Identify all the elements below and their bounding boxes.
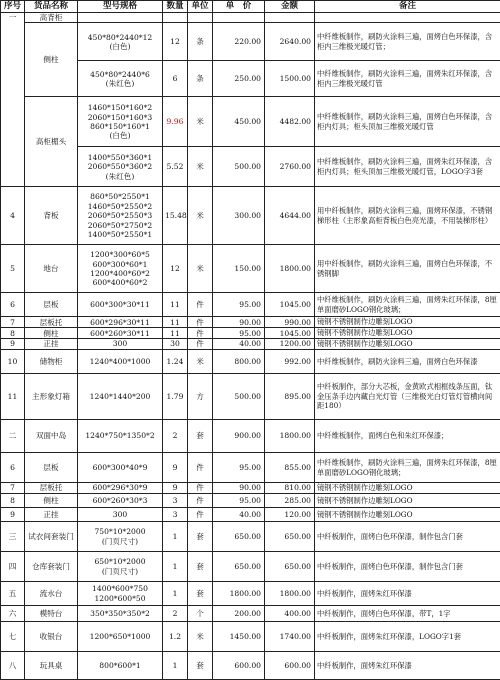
row-amount: 990.00 xyxy=(265,317,315,328)
row-spec: 650*10*2000 (门页尺寸) xyxy=(78,552,163,582)
row-unit: 米 xyxy=(188,622,213,652)
table-row xyxy=(1,245,500,293)
row-name: 地台 xyxy=(25,245,78,293)
row-price: 250.00 xyxy=(213,61,265,97)
row-price: 200.00 xyxy=(213,606,265,622)
row-note: 中纤维板制作，刷防火涂料三遍，面烤白色环保漆，含柜内三维极光暖灯管； xyxy=(315,23,500,61)
row-name: 侧柱 xyxy=(25,494,78,508)
row-spec: 1240*1440*200 xyxy=(78,374,163,420)
row-unit: 套 xyxy=(188,522,213,552)
row-amount: 1045.00 xyxy=(265,328,315,339)
row-name: 高背柜 xyxy=(25,13,78,23)
row-price: 95.00 xyxy=(213,293,265,317)
row-note: 中纤板制作，面烤朱红环保漆 xyxy=(315,652,500,680)
row-amount: 1740.00 xyxy=(265,622,315,652)
row-note: 镜钢不锈钢制作边雕刻LOGO xyxy=(315,339,500,350)
row-note: 中纤维板制作，刷防火涂料三遍，面烤白色环保漆 xyxy=(315,350,500,374)
row-price: 650.00 xyxy=(213,552,265,582)
row-qty: 11 xyxy=(163,328,188,339)
header-amount: 金额 xyxy=(265,1,315,13)
row-amount: 992.00 xyxy=(265,350,315,374)
row-unit: 件 xyxy=(188,328,213,339)
row-unit: 条 xyxy=(188,61,213,97)
row-spec: 1200*650*1000 xyxy=(78,622,163,652)
row-note: 镜钢不锈钢制作边雕刻LOGO xyxy=(315,508,500,522)
row-price: 650.00 xyxy=(213,522,265,552)
row-amount: 1200.00 xyxy=(265,339,315,350)
row-name: 层板 xyxy=(25,293,78,317)
row-spec: 1400*600*750 1200*600*50 xyxy=(78,582,163,606)
header-row xyxy=(1,1,500,13)
row-price: 90.00 xyxy=(213,317,265,328)
row-amount: 2760.00 xyxy=(265,147,315,187)
row-amount: 2640.00 xyxy=(265,23,315,61)
row-spec: 1460*150*160*2 2060*150*160*3 860*150*160*1 (白色) xyxy=(78,97,163,147)
row-qty: 11 xyxy=(163,317,188,328)
row-qty: 3 xyxy=(163,494,188,508)
table-row xyxy=(1,582,500,606)
row-note: 中纤维板制作，面烤白色和朱红环保漆； xyxy=(315,420,500,453)
row-seq: 7 xyxy=(1,483,25,494)
row-qty: 9.96 xyxy=(163,97,188,147)
row-spec: 300 xyxy=(78,339,163,350)
row-qty: 3 xyxy=(163,508,188,522)
row-seq: 四 xyxy=(1,552,25,582)
row-amount: 600.00 xyxy=(265,652,315,680)
table-row xyxy=(1,339,500,350)
table-row xyxy=(1,350,500,374)
row-spec: 300 xyxy=(78,508,163,522)
row-amount: 895.00 xyxy=(265,374,315,420)
row-amount: 650.00 xyxy=(265,522,315,552)
row-note: 中纤板制作，面烤白色环保漆，带T，1字 xyxy=(315,606,500,622)
row-price: 1450.00 xyxy=(213,622,265,652)
row-unit: 件 xyxy=(188,494,213,508)
row-qty: 1 xyxy=(163,522,188,552)
row-price: 300.00 xyxy=(213,187,265,245)
row-price: 90.00 xyxy=(213,483,265,494)
row-seq: 八 xyxy=(1,652,25,680)
row-amount: 120.00 xyxy=(265,508,315,522)
row-name: 侧柱 xyxy=(25,328,78,339)
row-qty: 1.2 xyxy=(163,622,188,652)
row-price: 1800.00 xyxy=(213,582,265,606)
row-price: 40.00 xyxy=(213,339,265,350)
row-unit: 方 xyxy=(188,374,213,420)
header-price: 单 价 xyxy=(213,1,265,13)
row-price: 220.00 xyxy=(213,23,265,61)
row-note: 中纤维板制作，刷防火涂料三遍，面烤朱红环保漆，含柜内灯具；柜头顶加三维极光暖灯管，LOGO字3套 xyxy=(315,147,500,187)
row-seq: 一 xyxy=(1,13,25,187)
table-row xyxy=(1,374,500,420)
row-name: 收银台 xyxy=(25,622,78,652)
row-price: 40.00 xyxy=(213,508,265,522)
row-qty: 30 xyxy=(163,339,188,350)
row-spec: 1240*400*1000 xyxy=(78,350,163,374)
row-unit: 米 xyxy=(188,97,213,147)
table-row xyxy=(1,622,500,652)
row-price: 450.00 xyxy=(213,97,265,147)
row-amount: 1500.00 xyxy=(265,61,315,97)
table-row xyxy=(1,494,500,508)
row-name: 仓库套装门 xyxy=(25,552,78,582)
table-row xyxy=(1,606,500,622)
row-price: 500.00 xyxy=(213,147,265,187)
row-qty: 6 xyxy=(163,61,188,97)
row-note: 中纤板制作，面烤白色环保漆，制作包含门套 xyxy=(315,552,500,582)
row-note: 镜钢不锈钢制作边雕刻LOGO xyxy=(315,494,500,508)
table-row xyxy=(1,652,500,680)
row-seq: 9 xyxy=(1,339,25,350)
table-row xyxy=(1,187,500,245)
row-spec: 1400*550*360*1 2060*550*360*2 (朱红色) xyxy=(78,147,163,187)
row-amount: 4644.00 xyxy=(265,187,315,245)
row-spec: 800*600*1 xyxy=(78,652,163,680)
row-name: 高柜楣头 xyxy=(25,97,78,187)
row-unit: 个 xyxy=(188,606,213,622)
row-unit: 件 xyxy=(188,293,213,317)
table-row xyxy=(1,317,500,328)
row-price: 900.00 xyxy=(213,420,265,453)
row-name: 玩具桌 xyxy=(25,652,78,680)
row-seq: 七 xyxy=(1,622,25,652)
row-spec: 450*80*2440*6 (朱红色) xyxy=(78,61,163,97)
row-note: 用中纤板制作，刷防火涂料三遍，面烤环保漆，不锈钢梯形柱（主形象高柜背板白色亮光漆，不用装梯形柱） xyxy=(315,187,500,245)
row-qty: 2 xyxy=(163,606,188,622)
row-qty: 1.24 xyxy=(163,350,188,374)
row-note: 中纤维板制作，刷防火涂料三遍，面烤朱红环保漆，8厘单面磨砂LOGO钢化玻璃； xyxy=(315,293,500,317)
row-qty: 1 xyxy=(163,582,188,606)
row-qty: 11 xyxy=(163,293,188,317)
row-price: 800.00 xyxy=(213,350,265,374)
row-spec: 450*80*2440*12 (白色) xyxy=(78,23,163,61)
row-unit: 件 xyxy=(188,483,213,494)
row-note: 镜钢不锈钢制作边雕刻LOGO xyxy=(315,317,500,328)
row-price: 600.00 xyxy=(213,652,265,680)
header-unit: 单位 xyxy=(188,1,213,13)
row-unit: 件 xyxy=(188,508,213,522)
row-note: 中纤板制作，部分大芯板，金黄欧式相框线条压面，钛金压条手边内藏白光灯管（三维极光白灯管灯管横向间距180） xyxy=(315,374,500,420)
table-row xyxy=(1,23,500,61)
row-spec: 750*10*2000 (门页尺寸) xyxy=(78,522,163,552)
row-seq: 二 xyxy=(1,420,25,453)
row-qty: 1 xyxy=(163,552,188,582)
table-row xyxy=(1,97,500,147)
header-name: 货品名称 xyxy=(25,1,78,13)
row-qty: 2 xyxy=(163,420,188,453)
row-name: 试衣间套装门 xyxy=(25,522,78,552)
row-unit: 件 xyxy=(188,339,213,350)
row-amount: 650.00 xyxy=(265,552,315,582)
row-seq: 8 xyxy=(1,494,25,508)
row-qty: 12 xyxy=(163,23,188,61)
row-qty: 1.79 xyxy=(163,374,188,420)
row-name: 正挂 xyxy=(25,508,78,522)
row-name: 主形象灯箱 xyxy=(25,374,78,420)
header-spec: 型号规格 xyxy=(78,1,163,13)
row-unit: 套 xyxy=(188,652,213,680)
row-spec: 1240*750*1350*2 xyxy=(78,420,163,453)
row-seq: 4 xyxy=(1,187,25,245)
row-note: 镜钢不锈钢制作边雕刻LOGO xyxy=(315,328,500,339)
row-unit: 套 xyxy=(188,420,213,453)
row-note: 中纤维板制作，刷防火涂料三遍，面烤朱红环保漆，8厘单面磨砂LOGO钢化玻璃； xyxy=(315,453,500,483)
row-price: 95.00 xyxy=(213,328,265,339)
row-qty: 1 xyxy=(163,652,188,680)
row-name: 储物柜 xyxy=(25,350,78,374)
header-qty: 数量 xyxy=(163,1,188,13)
row-amount: 1800.00 xyxy=(265,582,315,606)
row-spec: 600*300*30*11 xyxy=(78,293,163,317)
row-spec: 860*50*2550*1 1460*50*2550*2 2060*50*2550*3 2060*50*2750*2 1400*50*2550*1 xyxy=(78,187,163,245)
row-amount: 285.00 xyxy=(265,494,315,508)
row-seq: 11 xyxy=(1,374,25,420)
row-price: 95.00 xyxy=(213,494,265,508)
row-note: 中纤板制作，面烤朱红环保漆 xyxy=(315,582,500,606)
row-spec: 600*260*30*11 xyxy=(78,328,163,339)
row-seq: 六 xyxy=(1,606,25,622)
row-amount: 855.00 xyxy=(265,453,315,483)
row-qty: 9 xyxy=(163,453,188,483)
row-note: 中纤维板制作，刷防火涂料三遍，面烤朱红环保漆，含柜内三维极光暖灯管 xyxy=(315,61,500,97)
row-unit: 米 xyxy=(188,147,213,187)
row-note: 镜钢不锈钢制作边雕刻LOGO xyxy=(315,483,500,494)
row-note: 中纤板制作，面烤白色环保漆，制作包含门套 xyxy=(315,522,500,552)
row-note: 中纤板制作，面烤朱红环保漆，LOGO字1套 xyxy=(315,622,500,652)
row-unit: 套 xyxy=(188,582,213,606)
row-spec: 600*296*30*9 xyxy=(78,483,163,494)
row-unit: 件 xyxy=(188,453,213,483)
row-unit: 件 xyxy=(188,317,213,328)
row-unit: 条 xyxy=(188,23,213,61)
row-name: 层板托 xyxy=(25,483,78,494)
table-row xyxy=(1,13,500,23)
table-row xyxy=(1,483,500,494)
row-seq: 10 xyxy=(1,350,25,374)
row-name: 正挂 xyxy=(25,339,78,350)
row-unit: 米 xyxy=(188,245,213,293)
row-spec: 600*296*30*11 xyxy=(78,317,163,328)
row-amount: 400.00 xyxy=(265,606,315,622)
table-row xyxy=(1,293,500,317)
row-amount: 810.00 xyxy=(265,483,315,494)
row-note: 用中纤板制作，刷防火涂料三遍，面烤白色环保漆，不锈钢脚 xyxy=(315,245,500,293)
row-seq: 5 xyxy=(1,245,25,293)
row-seq: 五 xyxy=(1,582,25,606)
row-qty: 9 xyxy=(163,483,188,494)
row-amount: 4482.00 xyxy=(265,97,315,147)
table-row xyxy=(1,522,500,552)
row-seq: 6 xyxy=(1,453,25,483)
row-seq: 6 xyxy=(1,293,25,317)
row-seq: 7 xyxy=(1,317,25,328)
row-name: 双面中岛 xyxy=(25,420,78,453)
header-seq: 序号 xyxy=(1,1,25,13)
row-name: 模特台 xyxy=(25,606,78,622)
row-price: 500.00 xyxy=(213,374,265,420)
table-row xyxy=(1,552,500,582)
table-row xyxy=(1,328,500,339)
row-amount: 1045.00 xyxy=(265,293,315,317)
row-name: 层板 xyxy=(25,453,78,483)
header-note: 备注 xyxy=(315,1,500,13)
row-name: 侧柱 xyxy=(25,23,78,97)
table-row xyxy=(1,508,500,522)
row-unit: 套 xyxy=(188,552,213,582)
row-unit: 米 xyxy=(188,187,213,245)
row-seq: 三 xyxy=(1,522,25,552)
row-price: 95.00 xyxy=(213,453,265,483)
row-qty: 5.52 xyxy=(163,147,188,187)
row-name: 背板 xyxy=(25,187,78,245)
row-amount: 1800.00 xyxy=(265,420,315,453)
row-qty: 12 xyxy=(163,245,188,293)
row-note: 中纤维板制作，刷防火涂料三遍，面烤白色环保漆，含柜内灯具；柜头顶加三维极光暖灯管 xyxy=(315,97,500,147)
row-spec: 600*260*30*3 xyxy=(78,494,163,508)
table-row xyxy=(1,420,500,453)
row-spec: 1200*300*60*5 600*300*60*1 1200*400*60*2 600*400*60*2 xyxy=(78,245,163,293)
row-qty: 15.48 xyxy=(163,187,188,245)
row-unit: 米 xyxy=(188,350,213,374)
row-seq: 9 xyxy=(1,508,25,522)
row-amount: 1800.00 xyxy=(265,245,315,293)
row-price: 150.00 xyxy=(213,245,265,293)
row-seq: 8 xyxy=(1,328,25,339)
row-spec: 600*300*40*9 xyxy=(78,453,163,483)
row-name: 层板托 xyxy=(25,317,78,328)
row-name: 流水台 xyxy=(25,582,78,606)
row-spec: 350*350*350*2 xyxy=(78,606,163,622)
table-row xyxy=(1,453,500,483)
